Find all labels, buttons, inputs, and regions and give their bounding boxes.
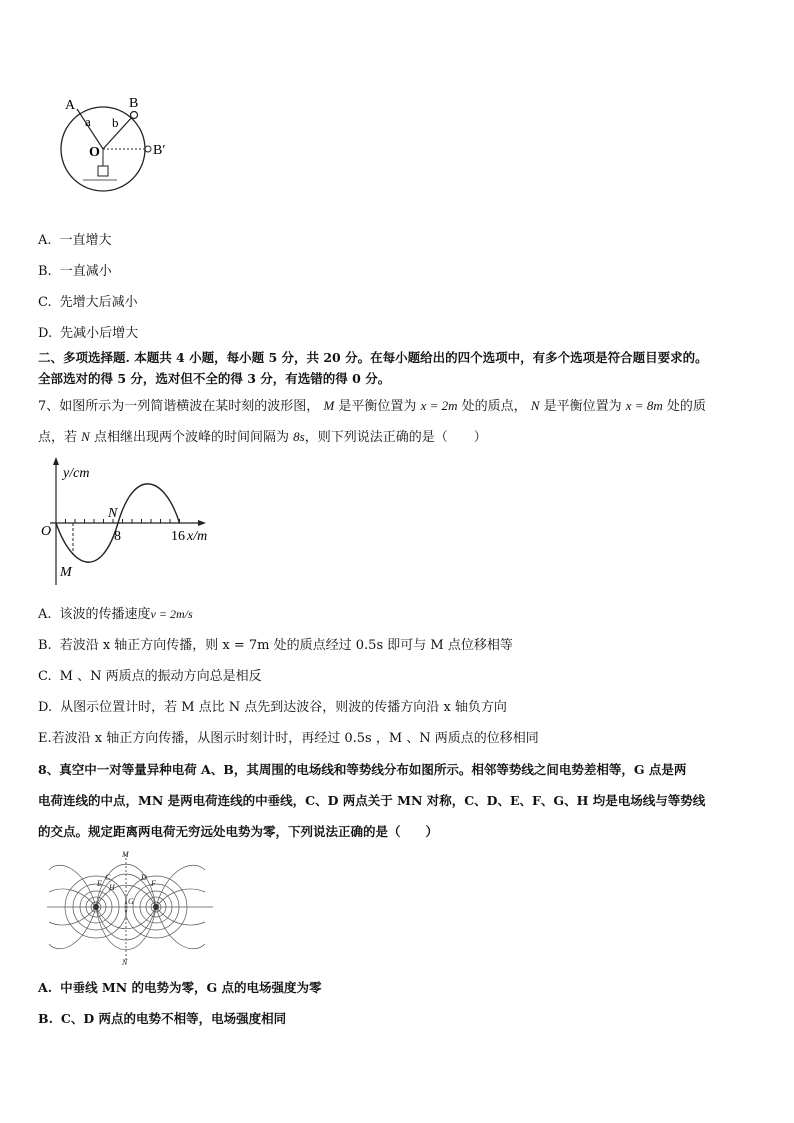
label-b: b xyxy=(112,115,119,130)
section2-line1: 二、多项选择题. 本题共 4 小题，每小题 5 分，共 20 分。在每小题给出的四个选项中，有多个选项是符合题目要求的。 xyxy=(38,350,708,365)
q8-stem-line1: 8、真空中一对等量异种电荷 A、B，其周围的电场线和等势线分布如图所示。相邻等势线之间电势差相等，G 点是两 xyxy=(38,762,687,777)
option-key: D. xyxy=(38,326,53,341)
option-text: 中垂线 MN 的电势为零，G 点的电场强度为零 xyxy=(60,980,322,995)
fig-label-M: M xyxy=(122,850,129,859)
fig-label-F: F xyxy=(151,879,156,888)
label-a: a xyxy=(85,114,91,129)
math-N: N xyxy=(81,429,90,444)
math-N: N xyxy=(530,398,540,413)
option-text: 若波沿 x 轴正方向传播，从图示时刻计时，再经过 0.5s ，M 、N 两质点的位移相同 xyxy=(51,731,539,746)
q7-stem-line1 xyxy=(38,395,706,414)
section2-line2: 全部选对的得 5 分，选对但不全的得 3 分，有选错的得 0 分。 xyxy=(38,371,391,386)
charge-B xyxy=(153,904,159,910)
option-text: 先增大后减小 xyxy=(59,295,138,310)
label-B-prime: B′ xyxy=(153,143,166,158)
stem-text: 处的质点， xyxy=(461,399,527,414)
q8-field-diagram xyxy=(45,848,215,966)
q6-option-a xyxy=(38,229,112,248)
q8-stem-line3: 的交点。规定距离两电荷无穷远处电势为零，下列说法正确的是（ ） xyxy=(38,824,439,839)
q7-option-c xyxy=(38,665,262,684)
option-key: A. xyxy=(38,233,52,248)
option-key: C. xyxy=(38,669,52,684)
graph-origin: O xyxy=(41,524,52,539)
option-text: 若波沿 x 轴正方向传播，则 x = 7m 处的质点经过 0.5s 即可与 M 点位移相等 xyxy=(59,638,513,653)
q7-option-d xyxy=(38,696,507,715)
option-text: 从图示位置计时，若 M 点比 N 点先到达波谷，则波的传播方向沿 x 轴负方向 xyxy=(60,700,507,715)
option-text: 该波的传播速度 xyxy=(59,607,151,622)
math-t: 8s xyxy=(293,429,305,444)
y-axis-arrow xyxy=(53,457,59,465)
q6-option-d xyxy=(38,322,138,341)
fig-label-D: D xyxy=(141,873,147,882)
stem-text: 是平衡位置为 xyxy=(543,399,622,414)
option-text: 先减小后增大 xyxy=(60,326,139,341)
math-eq: x = 8m xyxy=(625,398,663,413)
question-number: 7、 xyxy=(38,399,60,414)
fig-label-H: H xyxy=(109,883,115,892)
option-key: C. xyxy=(38,295,52,310)
stem-text: 处的质 xyxy=(666,399,706,414)
fig1-diagram xyxy=(55,92,180,194)
charge-A xyxy=(93,904,99,910)
graph-ylabel: y/cm xyxy=(63,466,90,481)
q6-option-c xyxy=(38,291,138,310)
option-key: B. xyxy=(38,1011,53,1026)
option-key: D. xyxy=(38,700,53,715)
option-text: C、D 两点的电势不相等，电场强度相同 xyxy=(60,1011,287,1026)
graph-tick-8: 8 xyxy=(114,529,121,544)
graph-tick-16: 16 xyxy=(171,529,185,544)
option-key: E. xyxy=(38,731,52,746)
option-key: A. xyxy=(38,980,53,995)
option-text: M 、N 两质点的振动方向总是相反 xyxy=(59,669,262,684)
option-text: 一直减小 xyxy=(59,264,112,279)
stem-text: 点，若 xyxy=(38,430,78,445)
math-eq: x = 2m xyxy=(420,398,458,413)
label-O: O xyxy=(89,145,100,160)
label-A: A xyxy=(65,98,76,113)
option-key: A. xyxy=(38,607,52,622)
math-M: M xyxy=(323,398,335,413)
q7-wave-graph xyxy=(38,455,228,590)
q8-stem-line2: 电荷连线的中点，MN 是两电荷连线的中垂线，C、D 两点关于 MN 对称，C、D、E、F、G、H 均是电场线与等势线 xyxy=(38,793,706,808)
stem-text: 点相继出现两个波峰的时间间隔为 xyxy=(93,430,289,445)
q8-option-b xyxy=(38,1009,286,1027)
math-v: v = 2m/s xyxy=(150,607,193,621)
graph-N: N xyxy=(108,506,118,521)
q6-option-b xyxy=(38,260,112,279)
stem-text: 如图所示为一列简谐横波在某时刻的波形图， xyxy=(59,399,320,414)
fig-label-E: E xyxy=(97,879,102,888)
fig-label-N: N xyxy=(122,958,128,966)
option-text: 一直增大 xyxy=(59,233,112,248)
q7-stem-line2 xyxy=(38,426,487,445)
stem-text: 是平衡位置为 xyxy=(338,399,417,414)
fig-label-G: G xyxy=(128,897,134,906)
option-key: B. xyxy=(38,264,52,279)
q7-option-e xyxy=(38,727,539,746)
fig-label-C: C xyxy=(105,873,111,882)
stem-text: ，则下列说法正确的是（ ） xyxy=(304,430,487,445)
q8-option-a xyxy=(38,978,322,996)
graph-M: M xyxy=(60,565,72,580)
q7-option-b xyxy=(38,634,513,653)
q7-option-a xyxy=(38,603,193,622)
graph-xlabel: x/m xyxy=(187,529,208,544)
label-B: B xyxy=(129,96,139,111)
option-key: B. xyxy=(38,638,52,653)
x-axis-arrow xyxy=(198,520,206,526)
